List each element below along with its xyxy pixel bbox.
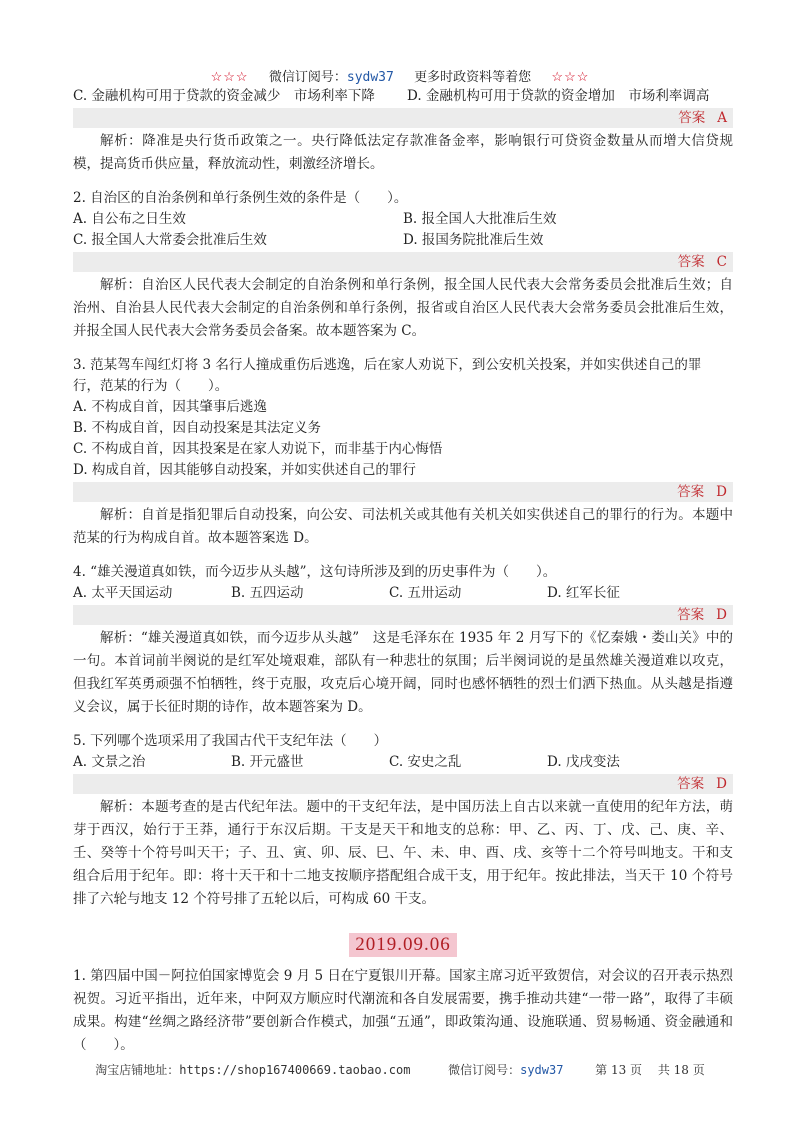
header-stars-left: ☆☆☆ xyxy=(210,70,249,85)
question-stem: 5. 下列哪个选项采用了我国古代干支纪年法（ ） xyxy=(73,733,388,749)
answer-label: 答案 xyxy=(677,484,705,500)
option-d: D. 金融机构可用于贷款的资金增加 市场利率调高 xyxy=(407,88,710,104)
answer-bar xyxy=(73,482,733,502)
header-wechat-label: 微信订阅号： xyxy=(268,70,347,85)
date-heading: 2019.09.06 xyxy=(349,933,457,957)
option-a: A. 文景之治 xyxy=(73,754,146,770)
option-d: D. 构成自首，因其能够自动投案，并如实供述自己的罪行 xyxy=(73,462,416,478)
header-slogan: 更多时政资料等着您 xyxy=(414,70,532,85)
option-c: C. 安史之乱 xyxy=(389,754,462,770)
analysis-text: 解析：本题考查的是古代纪年法。题中的干支纪年法，是中国历法上自古以来就一直使用的纪年方法，萌芽于西汉，始行于王莽，通行于东汉后期。干支是天干和地支的总称：甲、乙、丙、丁、戊、己、庚、辛、壬、癸等十个符号叫天干；子、丑、寅、卯、辰、巳、午、未、申、酉、戌、亥等十二个符号叫地支。干和支组合后用于纪年。即：将十天干和十二地支按顺序搭配组合成干支，用于纪年。按此排法，当天干 10 个符号排了六轮与地支 12 个符号排了五轮以后，可构成 60 干支。 xyxy=(73,799,733,907)
analysis-text: 解析：自治区人民代表大会制定的自治条例和单行条例，报全国人民代表大会常务委员会批准后生效；自治州、自治县人民代表大会制定的自治条例和单行条例，报省或自治区人民代表大会常务委员会批准后生效，并报全国人民代表大会常务委员会备案。故本题答案为 C。 xyxy=(73,277,733,339)
question-block xyxy=(73,188,733,343)
question-block xyxy=(73,562,733,719)
options-row xyxy=(73,752,733,773)
question-stem: 2. 自治区的自治条例和单行条例生效的条件是（ ）。 xyxy=(73,190,408,206)
answer-label: 答案 xyxy=(677,254,705,270)
question-stem-continued: 行，范某的行为（ ）。 xyxy=(73,378,229,394)
option-b: B. 报全国人大批准后生效 xyxy=(403,211,557,227)
footer-shop-url[interactable]: https://shop167400669.taobao.com xyxy=(179,1063,411,1077)
header-wechat-id: sydw37 xyxy=(346,70,394,85)
answer-letter: A xyxy=(717,110,727,126)
page-footer xyxy=(0,1061,800,1078)
option-c: C. 不构成自首，因其投案是在家人劝说下，而非基于内心悔悟 xyxy=(73,441,443,457)
option-c: C. 报全国人大常委会批准后生效 xyxy=(73,232,267,248)
footer-wechat-id: sydw37 xyxy=(520,1063,564,1077)
option-d: D. 报国务院批准后生效 xyxy=(403,232,544,248)
date-heading-wrap xyxy=(73,933,733,957)
options-row xyxy=(73,583,733,604)
analysis-text: 解析：“雄关漫道真如铁，而今迈步从头越” 这是毛泽东在 1935 年 2 月写下的《忆秦娥・娄山关》中的一句。本首词前半阕说的是红军处境艰难，部队有一种悲壮的氛围；后半阕词说的是虽然雄关漫道难以攻克，但我红军英勇顽强不怕牺牲，终于克服，攻克后心境开阔，同时也感怀牺牲的烈士们洒下热血。从头越是指遵义会议，属于长征时期的诗作，故本题答案为 D。 xyxy=(73,630,733,715)
option-a: A. 不构成自首，因其肇事后逃逸 xyxy=(73,399,267,415)
analysis-text: 解析：自首是指犯罪后自动投案，向公安、司法机关或其他有关机关如实供述自己的罪行的行为。本题中范某的行为构成自首。故本题答案选 D。 xyxy=(73,507,733,546)
option-b: B. 五四运动 xyxy=(231,585,304,601)
question-block xyxy=(73,731,733,911)
answer-label: 答案 xyxy=(677,607,705,623)
header-stars-right: ☆☆☆ xyxy=(551,70,590,85)
option-b: B. 开元盛世 xyxy=(231,754,304,770)
option-a: A. 自公布之日生效 xyxy=(73,211,186,227)
footer-page-info: 第 13 页 共 18 页 xyxy=(595,1063,705,1077)
options-row xyxy=(73,86,733,107)
option-c: C. 金融机构可用于贷款的资金减少 市场利率下降 xyxy=(73,88,375,104)
option-a: A. 太平天国运动 xyxy=(73,585,173,601)
footer-shop-label: 淘宝店铺地址： xyxy=(95,1063,180,1077)
answer-bar xyxy=(73,605,733,625)
option-c: C. 五卅运动 xyxy=(389,585,462,601)
option-b: B. 不构成自首，因自动投案是其法定义务 xyxy=(73,420,322,436)
answer-bar xyxy=(73,108,733,128)
answer-label: 答案 xyxy=(677,776,705,792)
answer-bar xyxy=(73,252,733,272)
option-d: D. 戊戌变法 xyxy=(547,754,620,770)
page-header xyxy=(0,66,800,85)
footer-wechat-label: 微信订阅号： xyxy=(448,1063,521,1077)
options-row xyxy=(73,230,733,251)
question-block xyxy=(73,86,733,176)
answer-letter: D xyxy=(716,607,727,623)
question-stem: 3. 范某驾车闯红灯将 3 名行人撞成重伤后逃逸，后在家人劝说下，到公安机关投案，并如实供述自己的罪 xyxy=(73,357,702,373)
answer-letter: D xyxy=(716,776,727,792)
analysis-text: 解析：降准是央行货币政策之一。央行降低法定存款准备金率，影响银行可贷资金数量从而增大信贷规模，提高货币供应量，释放流动性，刺激经济增长。 xyxy=(73,133,733,172)
answer-label: 答案 xyxy=(678,110,706,126)
answer-bar xyxy=(73,774,733,794)
options-row xyxy=(73,209,733,230)
question-stem: 4. “雄关漫道真如铁，而今迈步从头越”，这句诗所涉及到的历史事件为（ ）。 xyxy=(73,564,557,580)
page-content xyxy=(73,86,733,1057)
next-question-text: 1. 第四届中国－阿拉伯国家博览会 9 月 5 日在宁夏银川开幕。国家主席习近平致贺信，对会议的召开表示热烈祝贺。习近平指出，近年来，中阿双方顺应时代潮流和各自发展需要，携手推动共建“一带一路”，取得了丰硕成果。构建“丝绸之路经济带”要创新合作模式，加强“五通”，即政策沟通、设施联通、贸易畅通、资金融通和（ ）。 xyxy=(73,968,733,1053)
answer-letter: C xyxy=(716,254,727,270)
question-block xyxy=(73,355,733,550)
option-d: D. 红军长征 xyxy=(547,585,620,601)
answer-letter: D xyxy=(716,484,727,500)
